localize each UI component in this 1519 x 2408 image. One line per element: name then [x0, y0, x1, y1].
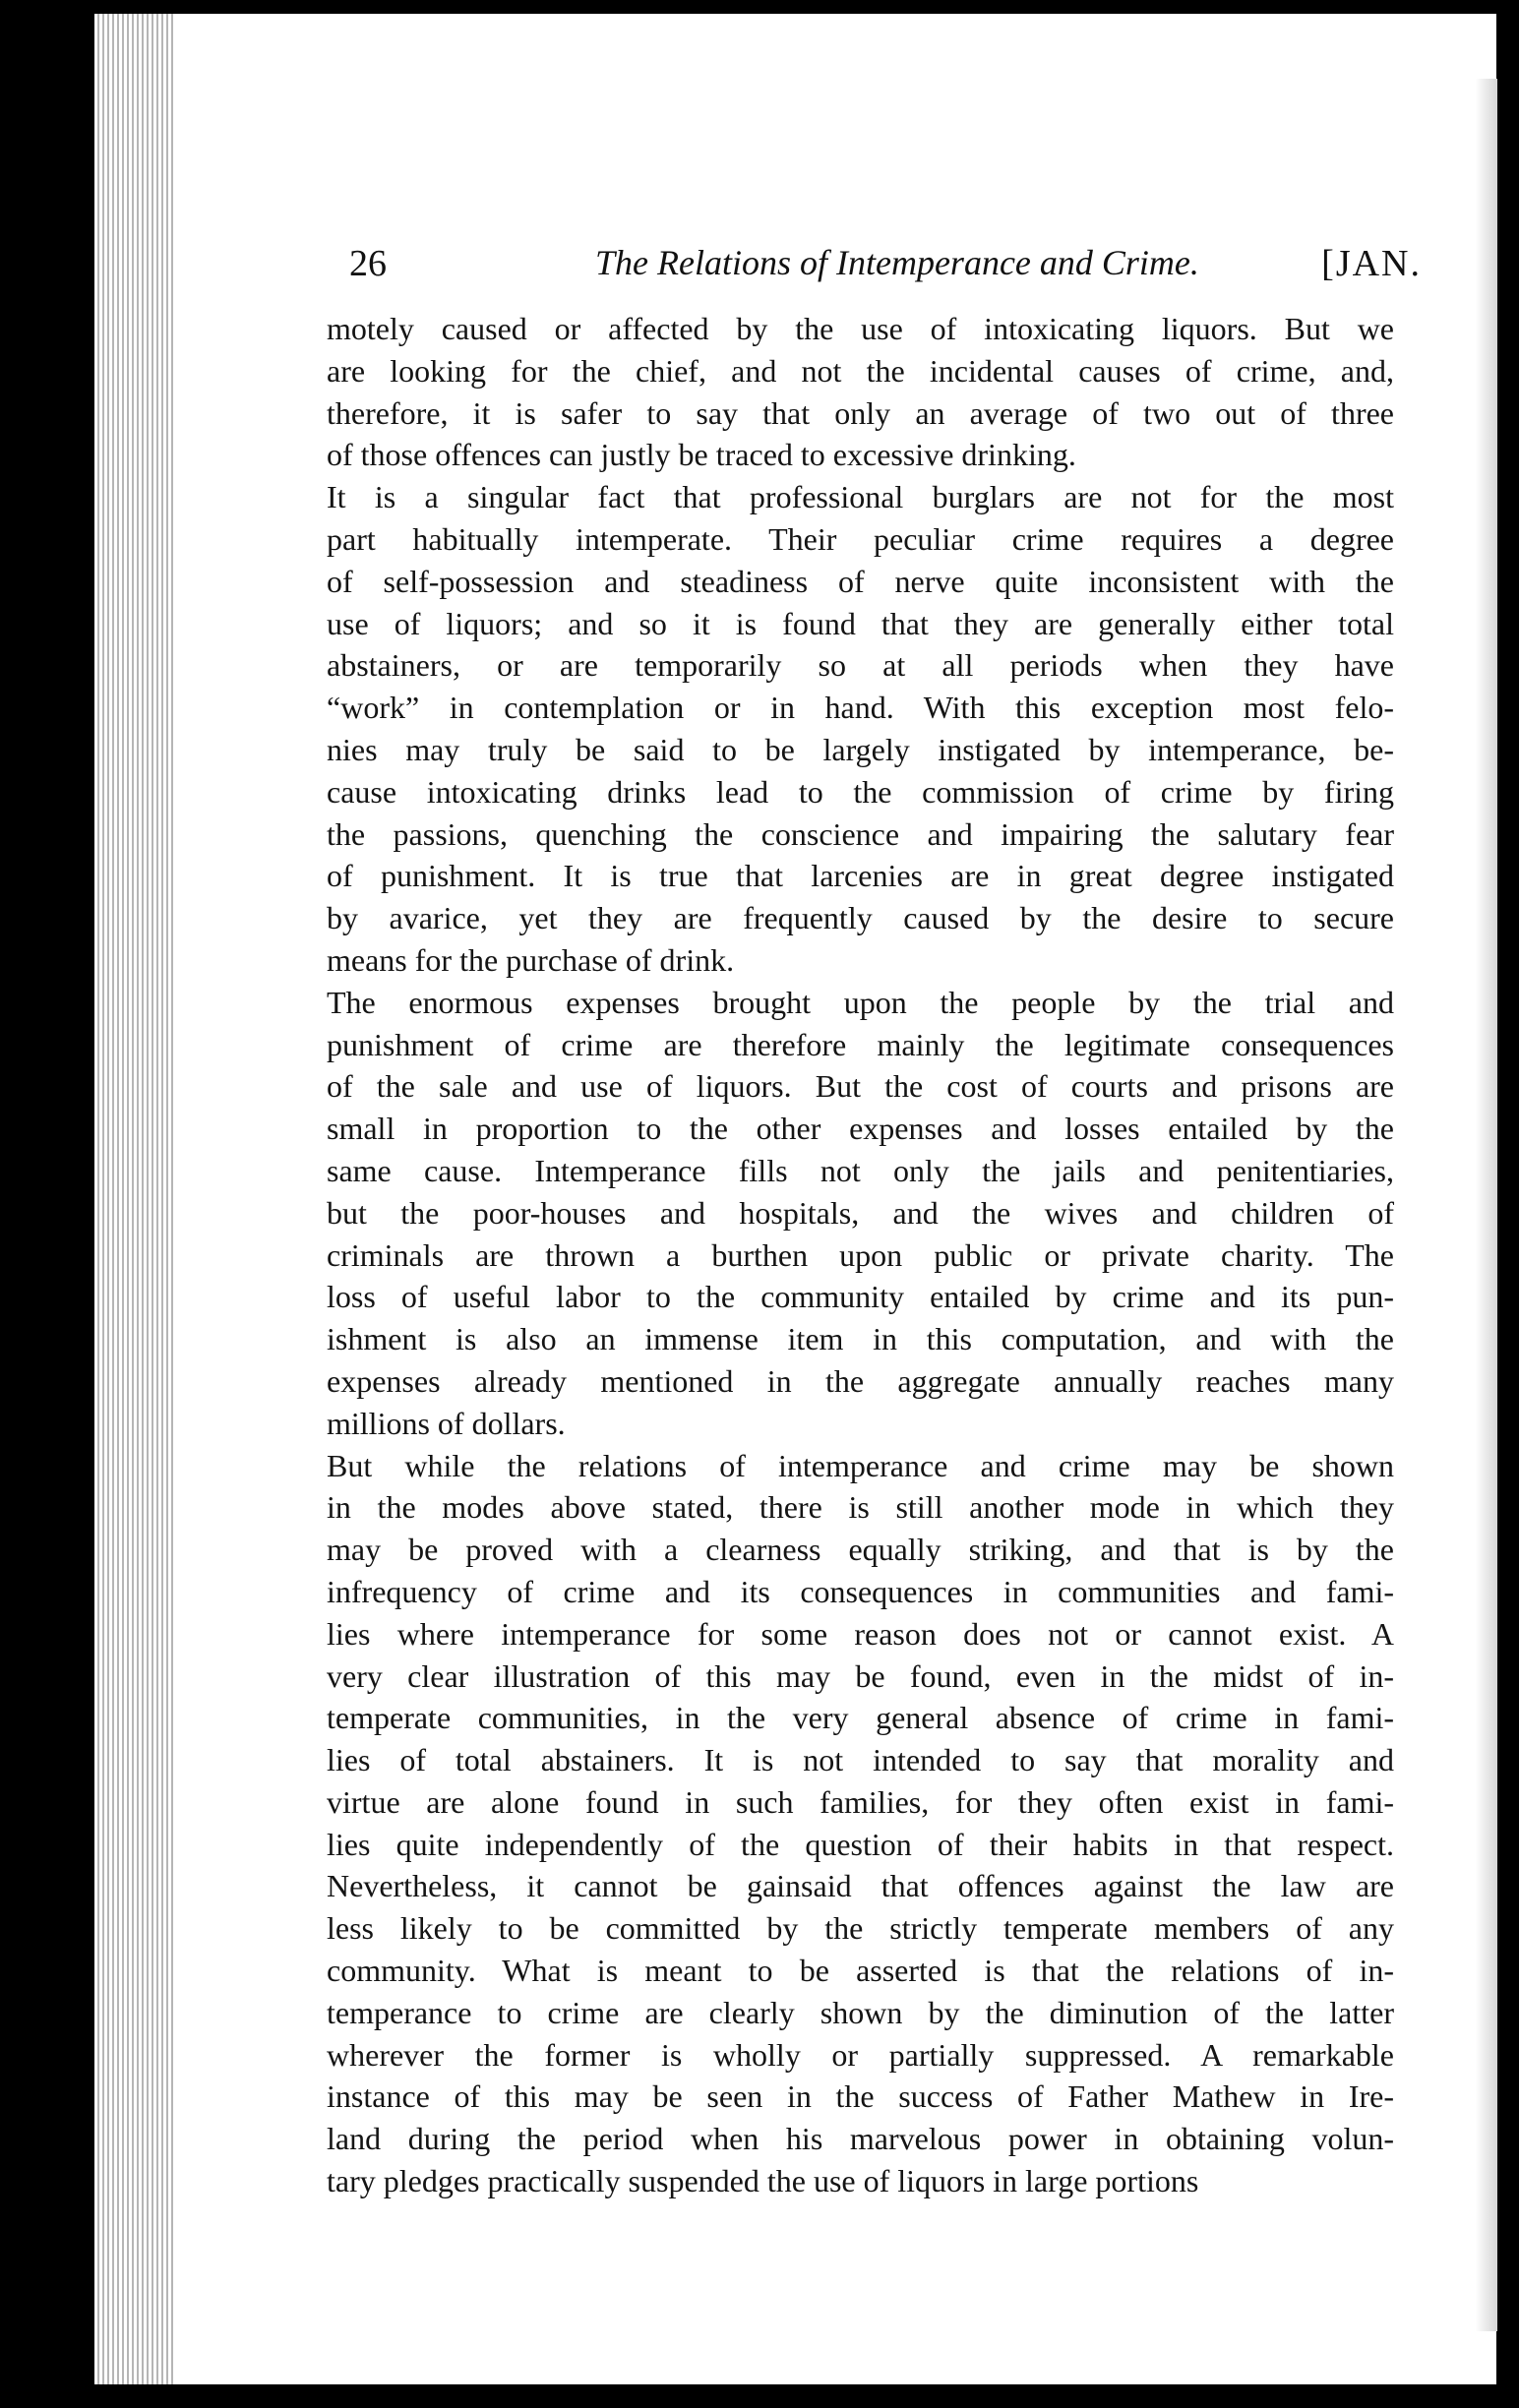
page-number: 26 — [349, 243, 387, 284]
text-line: in the modes above stated, there is still another mode in which they — [327, 1489, 1394, 1526]
page-gutter-shadow — [1476, 79, 1497, 2331]
text-line: nies may truly be said to be largely instigated by intemperance, be- — [327, 731, 1394, 767]
paragraph — [327, 308, 1394, 476]
paragraph — [327, 1445, 1394, 2202]
text-line: But while the relations of intemperance and crime may be shown — [327, 1447, 1394, 1483]
text-line: of self-possession and steadiness of nerve quite inconsistent with the — [327, 563, 1394, 599]
text-line: abstainers, or are temporarily so at all periods when they have — [327, 647, 1394, 684]
text-line: of punishment. It is true that larcenies are in great degree instigated — [327, 858, 1394, 894]
text-line: land during the period when his marvelous power in obtaining volun- — [327, 2121, 1394, 2157]
text-line: of those offences can justly be traced to excessive drinking. — [327, 437, 1076, 473]
text-line: use of liquors; and so it is found that they are generally either total — [327, 605, 1394, 641]
text-line: Nevertheless, it cannot be gainsaid that offences against the law are — [327, 1868, 1394, 1904]
text-line: expenses already mentioned in the aggregate annually reaches many — [327, 1362, 1394, 1399]
page-edge-strips — [94, 14, 173, 2384]
text-line: but the poor-houses and hospitals, and the wives and children of — [327, 1194, 1394, 1231]
text-line: part habitually intemperate. Their peculiar crime requires a degree — [327, 520, 1394, 557]
text-line: the passions, quenching the conscience and impairing the salutary fear — [327, 815, 1394, 852]
text-line: criminals are thrown a burthen upon public or private charity. The — [327, 1236, 1394, 1273]
text-line: ishment is also an immense item in this computation, and with the — [327, 1321, 1394, 1357]
body-text — [327, 308, 1394, 2202]
issue-month: [JAN. — [1321, 243, 1422, 284]
text-line: small in proportion to the other expenses and losses entailed by the — [327, 1111, 1394, 1147]
text-line: cause intoxicating drinks lead to the commission of crime by firing — [327, 773, 1394, 810]
text-line: wherever the former is wholly or partially suppressed. A remarkable — [327, 2036, 1394, 2073]
text-line: temperance to crime are clearly shown by the diminution of the latter — [327, 1994, 1394, 2030]
text-line: It is a singular fact that professional burglars are not for the most — [327, 479, 1394, 515]
paragraph — [327, 982, 1394, 1445]
text-line: punishment of crime are therefore mainly the legitimate consequences — [327, 1026, 1394, 1062]
text-line: lies of total abstainers. It is not intended to say that morality and — [327, 1742, 1394, 1778]
running-header — [349, 242, 1422, 301]
text-line: tary pledges practically suspended the use of liquors in large portions — [327, 2163, 1199, 2199]
text-line: lies quite independently of the question of their habits in that respect. — [327, 1826, 1394, 1862]
text-line: are looking for the chief, and not the incidental causes of crime, and, — [327, 352, 1394, 389]
text-line: infrequency of crime and its consequences in communities and fami- — [327, 1573, 1394, 1609]
text-line: temperate communities, in the very general absence of crime in fami- — [327, 1700, 1394, 1736]
text-line: “work” in contemplation or in hand. With this exception most felo- — [327, 690, 1394, 726]
text-line: therefore, it is safer to say that only an average of two out of three — [327, 394, 1394, 431]
text-line: same cause. Intemperance fills not only the jails and penitentiaries, — [327, 1152, 1394, 1188]
text-line: virtue are alone found in such families, for they often exist in fami- — [327, 1783, 1394, 1820]
text-line: of the sale and use of liquors. But the cost of courts and prisons are — [327, 1068, 1394, 1105]
text-line: The enormous expenses brought upon the people by the trial and — [327, 984, 1394, 1020]
running-title: The Relations of Intemperance and Crime. — [595, 243, 1199, 282]
text-line: very clear illustration of this may be found, even in the midst of in- — [327, 1657, 1394, 1694]
text-line: motely caused or affected by the use of intoxicating liquors. But we — [327, 311, 1394, 346]
text-line: loss of useful labor to the community entailed by crime and its pun- — [327, 1279, 1394, 1315]
text-line: community. What is meant to be asserted is that the relations of in- — [327, 1953, 1394, 1989]
text-line: may be proved with a clearness equally striking, and that is by the — [327, 1532, 1394, 1568]
text-line: instance of this may be seen in the success of Father Mathew in Ire- — [327, 2078, 1394, 2115]
text-line: millions of dollars. — [327, 1405, 566, 1441]
text-line: less likely to be committed by the strictly temperate members of any — [327, 1910, 1394, 1947]
text-line: lies where intemperance for some reason does not or cannot exist. A — [327, 1615, 1394, 1652]
paragraph — [327, 476, 1394, 982]
text-line: by avarice, yet they are frequently caused by the desire to secure — [327, 900, 1394, 936]
text-line: means for the purchase of drink. — [327, 941, 735, 978]
